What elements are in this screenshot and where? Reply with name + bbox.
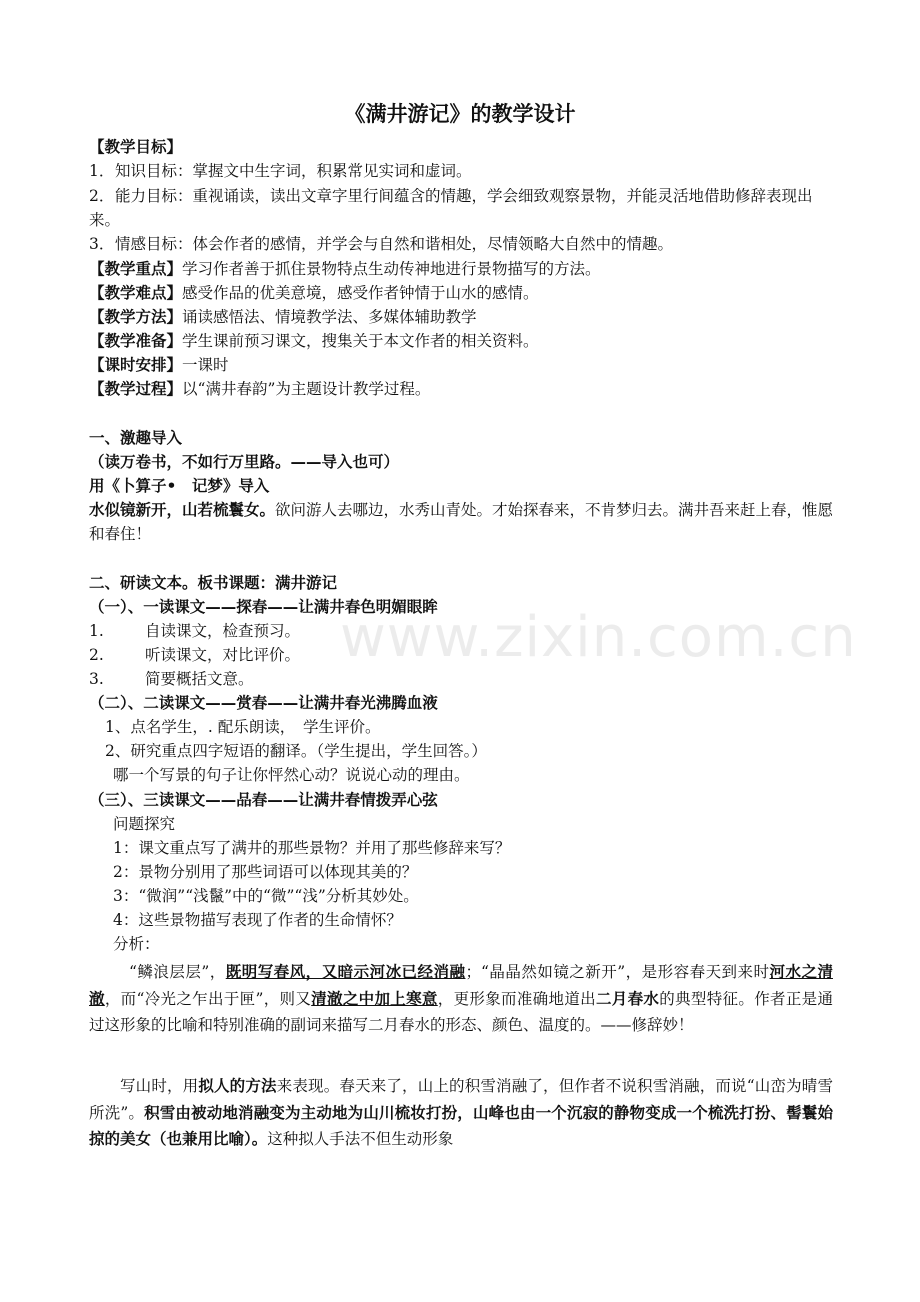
subsection-2-line-2: 2、研究重点四字短语的翻译。（学生提出，学生回答。）	[105, 742, 487, 760]
section-2-heading: 二、研读文本。板书课题：满井游记	[89, 574, 338, 592]
list-item-num: 3.	[89, 670, 104, 688]
text-run: ；“晶晶然如镜之新开”，是形容春天到来时	[465, 963, 770, 981]
analysis-label: 分析：	[113, 935, 160, 953]
question-item: 2：景物分别用了那些词语可以体现其美的？	[113, 863, 418, 881]
analysis-paragraph-1	[89, 959, 833, 1039]
text-run: ，更形象而准确地道出	[437, 989, 596, 1008]
bold-text: 积雪由被动地消融变为主动地为山川梳妆打扮，山峰也由一个沉寂的静物变成一个梳洗打扮、髻鬟始掠的美女（也兼用比喻）。	[89, 1103, 833, 1148]
list-item	[89, 668, 834, 690]
poem-paragraph	[89, 498, 834, 546]
teaching-preparation-label: 【教学准备】	[89, 332, 183, 350]
text-run: ，而“冷光之乍出于匣”，则又	[104, 989, 312, 1008]
list-item	[89, 620, 834, 642]
teaching-process-text: 以“满井春韵”为主题设计教学过程。	[182, 380, 431, 398]
list-item-text: 听读课文，对比评价。	[145, 646, 301, 664]
teaching-key-label: 【教学重点】	[89, 260, 183, 278]
text-run: 的典型特征。作者正是通过这形象的比喻和特别准确的副词来描写二月春水的形态、颜色、温度的。——修辞妙！	[89, 989, 833, 1034]
list-item-num: 2.	[89, 646, 104, 664]
class-schedule-text: 一课时	[182, 356, 229, 374]
list-item	[89, 644, 834, 666]
poem-rest-text: 欲问游人去哪边，水秀山青处。才始探春来，不肯梦归去。满井吾来赶上春，惟愿和春住！	[89, 501, 834, 543]
class-schedule-label: 【课时安排】	[89, 356, 183, 374]
teaching-key-point	[89, 258, 834, 280]
bold-text: 二月春水	[595, 989, 660, 1008]
question-item: 3：“微润”“浅鬣”中的“微”“浅”分析其妙处。	[113, 887, 419, 905]
analysis-paragraph-2	[89, 1073, 833, 1153]
text-run: 来表现。春天来了，山上的积雪消融了，但作者不说积雪消融，而说“山峦为晴雪所洗”。	[89, 1077, 833, 1122]
subsection-3-heading: （三）、三读课文——品春——让满井春情拨弄心弦	[89, 791, 438, 809]
teaching-method-text: 诵读感悟法、情境教学法、多媒体辅助教学	[182, 308, 477, 326]
objectives-heading: 【教学目标】	[89, 138, 183, 156]
subsection-3-intro: 问题探究	[113, 815, 176, 833]
teaching-difficulty	[89, 282, 834, 304]
teaching-method-label: 【教学方法】	[89, 308, 183, 326]
subsection-2-heading: （二）、二读课文——赏春——让满井春光沸腾血液	[89, 694, 438, 712]
poem-bold-text: 水似镜新开，山若梳鬟女。	[89, 501, 276, 519]
underlined-bold-text: 清澈之中加上寒意	[311, 989, 438, 1008]
objective-3-text: 情感目标：体会作者的感情，并学会与自然和谐相处，尽情领略大自然中的情趣。	[115, 235, 674, 253]
question-item: 4：这些景物描写表现了作者的生命情怀？	[113, 911, 402, 929]
text-run: 这种拟人手法不但生动形象	[267, 1130, 454, 1148]
section-1-heading: 一、激趣导入	[89, 429, 183, 447]
objective-1-num: 1．	[89, 162, 115, 180]
list-item-text: 自读课文，检查预习。	[145, 622, 301, 640]
section-1-line-1: （读万卷书，不如行万里路。——导入也可）	[89, 453, 400, 471]
underlined-bold-text: 河水之清澈	[89, 963, 833, 1008]
list-item-text: 简要概括文意。	[145, 670, 254, 688]
subsection-2-line-1: 1、点名学生，. 配乐朗读， 学生评价。	[105, 718, 381, 736]
objective-2-num: 2．	[89, 187, 115, 205]
teaching-difficulty-text: 感受作品的优美意境，感受作者钟情于山水的感情。	[182, 284, 539, 302]
text-run: “鳞浪层层”，	[129, 963, 226, 981]
text-run: 写山时，用	[120, 1077, 199, 1095]
objective-1	[89, 160, 834, 182]
subsection-2-line-3: 哪一个写景的句子让你怦然心动？说说心动的理由。	[113, 766, 470, 784]
teaching-process-label: 【教学过程】	[89, 380, 183, 398]
objective-2-text: 能力目标：重视诵读，读出文章字里行间蕴含的情趣，学会细致观察景物，并能灵活地借助修辞表现出来。	[89, 187, 813, 229]
objective-3	[89, 233, 834, 255]
objective-1-text: 知识目标：掌握文中生字词，积累常见实词和虚词。	[115, 162, 472, 180]
subsection-1-heading: （一）、一读课文——探春——让满井春色明媚眼眸	[89, 598, 438, 616]
underlined-bold-text: 既明写春风，又暗示河冰已经消融	[225, 963, 466, 981]
bold-text: 拟人的方法	[198, 1077, 277, 1095]
objective-2	[89, 184, 834, 232]
list-item-num: 1.	[89, 622, 104, 640]
teaching-difficulty-label: 【教学难点】	[89, 284, 183, 302]
section-1-line-2: 用《卜算子• 记梦》导入	[89, 477, 270, 495]
teaching-method	[89, 306, 834, 328]
teaching-key-text: 学习作者善于抓住景物特点生动传神地进行景物描写的方法。	[182, 260, 601, 278]
class-schedule	[89, 354, 834, 376]
teaching-process	[89, 378, 834, 400]
objective-3-num: 3．	[89, 235, 115, 253]
watermark: www.zixin.com.cn	[340, 605, 857, 670]
question-item: 1：课文重点写了满井的那些景物？并用了那些修辞来写？	[113, 839, 511, 857]
teaching-preparation	[89, 330, 834, 352]
teaching-preparation-text: 学生课前预习课文，搜集关于本文作者的相关资料。	[182, 332, 539, 350]
page-title: 《满井游记》的教学设计	[344, 102, 576, 126]
